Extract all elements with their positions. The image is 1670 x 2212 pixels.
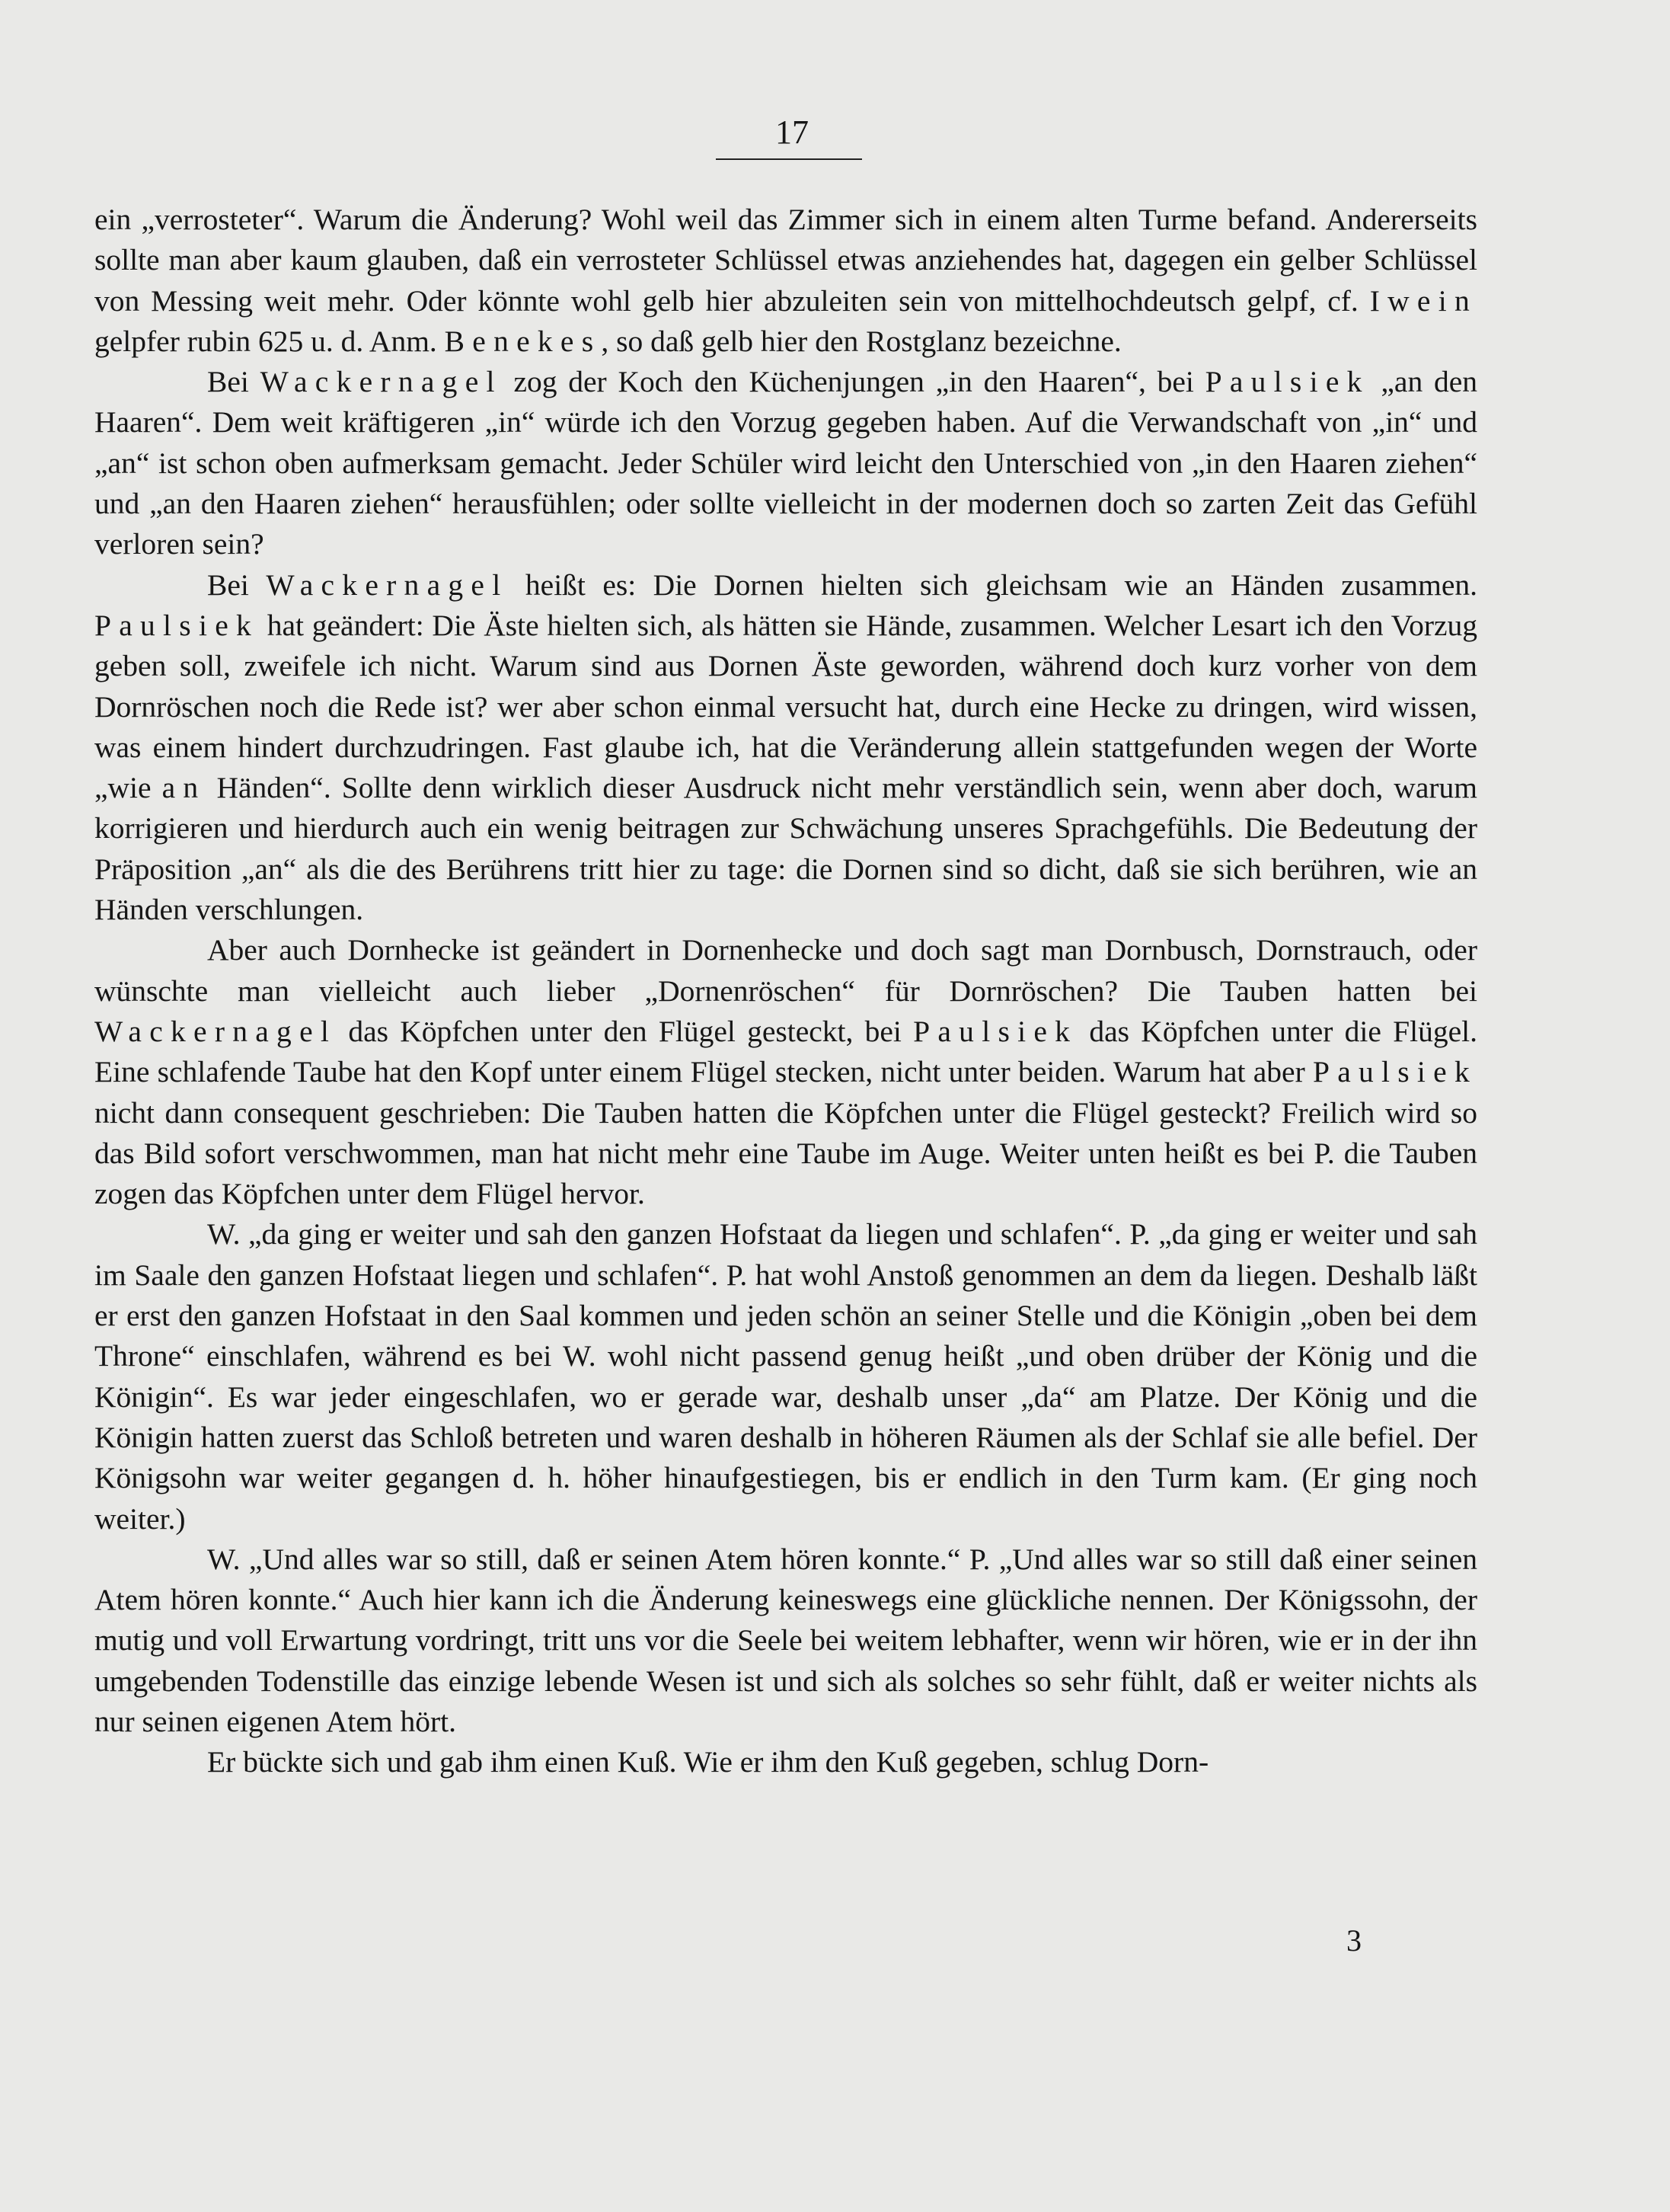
text-run: zog der Koch den Küchenjungen „in den Haaren“, bei [502,365,1205,399]
text-run: ein „verrosteter“. Warum die Änderung? Wohl weil das Zimmer sich in einem alten Turme befand. Andererseits sollte man aber kaum glauben, daß ein verrosteter Schlüssel etwas anziehendes hat, dagegen ein gelber Schlüssel von Messing weit mehr. Oder könnte wohl gelb hier abzuleiten sein von mittelhochdeutsch gelpf, cf. [94,203,1477,318]
page-number: 17 [775,113,809,151]
text-run: hat geändert: Die Äste hielten sich, als hätten sie Hände, zusammen. Welcher Lesart ich den Vorzug geben soll, zweifele ich nicht. Warum sind aus Dornen Äste geworden, während doch kurz vorher von dem Dornröschen noch die Rede ist? wer aber schon einmal versucht hat, durch eine Hecke zu dringen, wird wissen, was einem hindert durchzudringen. Fast glaube ich, hat die Veränderung allein stattgefunden wegen der Worte „wie [94,608,1477,805]
text-run: heißt es: Die Dornen hielten sich gleichsam wie an Händen zusammen. [508,567,1477,602]
page-number-rule [716,158,862,160]
text-run: Händen“. Sollte denn wirklich dieser Ausdruck nicht mehr verständlich sein, wenn aber doch, warum korrigieren und hierdurch auch ein wenig beitragen zur Schwächung unseres Sprachgefühls. Die Bedeutung der Präposition „an“ als die des Berührens tritt hier zu tage: die Dornen sind so dicht, daß sie sich berühren, wie an Händen verschlungen. [94,771,1477,927]
text-run: , so daß gelb hier den Rostglanz bezeichne. [601,324,1122,358]
paragraph [94,200,1477,362]
spaced-name: Wackernagel [94,1014,337,1048]
paragraph [94,565,1477,931]
text-run: das Köpfchen unter den Flügel gesteckt, bei [337,1014,914,1048]
text-run: Er bückte sich und gab ihm einen Kuß. Wie er ihm den Kuß gegeben, schlug Dorn- [207,1745,1209,1779]
spaced-name: Paulsiek [913,1014,1078,1048]
spaced-name: Benekes [444,324,602,358]
text-run: W. „da ging er weiter und sah den ganzen Hofstaat da liegen und schlafen“. P. „da ging er weiter und sah im Saale den ganzen Hofstaat liegen und schlafen“. P. hat wohl Anstoß genommen an dem da liegen. Deshalb läßt er erst den ganzen Hofstaat in den Saal kommen und jeden schön an seiner Stelle und die Königin „oben bei dem Throne“ einschlafen, während es bei W. wohl nicht passend genug heißt „und oben drüber der König und die Königin“. Es war jeder eingeschlafen, wo er gerade war, deshalb unser „da“ am Platze. Der König und die Königin hatten zuerst das Schloß betreten und waren deshalb in höheren Räumen als der Schlaf sie alle befiel. Der Königsohn war weiter gegangen d. h. höher hinaufgestiegen, bis er endlich in den Turm kam. (Er ging noch weiter.) [94,1217,1477,1536]
paragraph [94,1539,1477,1742]
text-run: Bei [207,567,267,602]
paragraph [94,1742,1477,1782]
paragraph [94,362,1477,564]
spaced-name: Wackernagel [260,365,503,399]
text-run: Aber auch Dornhecke ist geändert in Dornenhecke und doch sagt man Dornbusch, Dornstrauch, oder wünschte man vielleicht auch lieber „Dornenröschen“ für Dornröschen? Die Tauben hatten bei [94,933,1477,1008]
text-run: nicht dann consequent geschrieben: Die Tauben hatten die Köpfchen unter die Flügel gesteckt? Freilich wird so das Bild sofort verschwommen, man hat nicht mehr eine Taube im Auge. Weiter unten heißt es bei P. die Tauben zogen das Köpfchen unter dem Flügel hervor. [94,1095,1477,1211]
spaced-name: Iwein [1369,283,1477,318]
paragraph [94,930,1477,1214]
spaced-name: an [161,771,206,805]
text-run: das Köpfchen unter die Flügel. Eine schlafende Taube hat den Kopf unter einem Flügel stecken, nicht unter beiden. Warum hat aber [94,1014,1477,1089]
text-run: gelpfer rubin 625 u. d. Anm. [94,324,445,358]
spaced-name: Paulsiek [1205,365,1370,399]
text-run: Bei [207,365,260,399]
body-text [94,200,1477,1783]
spaced-name: Wackernagel [266,567,509,602]
spaced-name: Paulsiek [1312,1055,1477,1089]
text-run: „an den Haaren“. Dem weit kräftigeren „in“ würde ich den Vorzug gegeben haben. Auf die Verwandschaft von „in“ und „an“ ist schon oben aufmerksam gemacht. Jeder Schüler wird leicht den Unterschied von „in den Haaren ziehen“ und „an den Haaren ziehen“ herausfühlen; oder sollte vielleicht in der modernen doch so zarten Zeit das Gefühl verloren sein? [94,365,1477,561]
signature-mark: 3 [1346,1923,1362,1958]
paragraph [94,1214,1477,1539]
spaced-name: Paulsiek [94,608,260,642]
text-run: W. „Und alles war so still, daß er seinen Atem hören konnte.“ P. „Und alles war so still daß einer seinen Atem hören konnte.“ Auch hier kann ich die Änderung keineswegs eine glückliche nennen. Der Königssohn, der mutig und voll Erwartung vordringt, tritt uns vor die Seele bei weitem lebhafter, wenn wir hören, wie er in der ihn umgebenden Todenstille das einzige lebende Wesen ist und sich als solches so sehr fühlt, daß er weiter nichts als nur seinen eigenen Atem hört. [94,1542,1477,1738]
